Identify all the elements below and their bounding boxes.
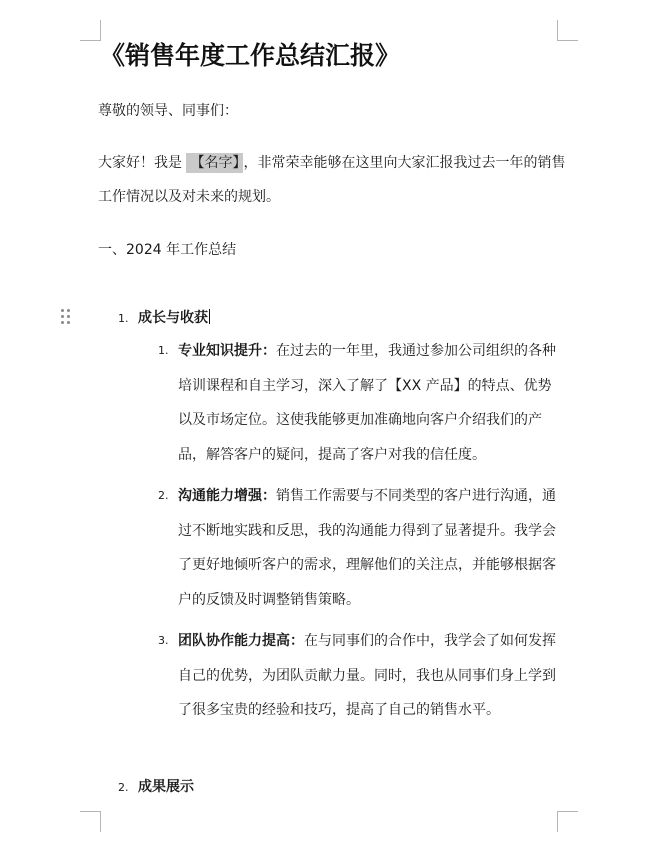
- name-placeholder-field[interactable]: 【名字】: [186, 153, 243, 173]
- section-heading[interactable]: 一、2024 年工作总结: [98, 242, 237, 258]
- list-number: 1.: [118, 312, 129, 325]
- crop-mark-bottom-right: [557, 811, 578, 832]
- crop-mark-top-left: [80, 20, 101, 41]
- list-item-text: 在过去的一年里，我通过参加公司组织的各种培训课程和自主学习，深入了解了【XX 产品】的特点、优势以及市场定位。这使我能够更加准确地向客户介绍我们的产品，解答客户的疑问，提高了客户对我的信任度。: [178, 343, 556, 463]
- list-item-number: 1.: [158, 344, 169, 357]
- list-heading-results[interactable]: [118, 775, 194, 800]
- intro-paragraph[interactable]: [98, 146, 568, 214]
- list-heading-growth[interactable]: [118, 306, 210, 331]
- crop-mark-bottom-left: [80, 811, 101, 832]
- list-item-body: [178, 479, 558, 617]
- list-item[interactable]: [158, 624, 558, 728]
- list-item-label: 沟通能力增强：: [178, 488, 276, 504]
- list-item-label: 团队协作能力提高：: [178, 633, 304, 649]
- list-heading-text: 成长与收获: [138, 310, 208, 326]
- list-item-text: 在与同事们的合作中，我学会了如何发挥自己的优势，为团队贡献力量。同时，我也从同事们身上学到了很多宝贵的经验和技巧，提高了自己的销售水平。: [178, 633, 556, 718]
- crop-mark-top-right: [557, 20, 578, 41]
- list-item-body: [178, 624, 558, 728]
- intro-text-after: ，非常荣幸能够在这里向大家汇报我过去一年的销售工作情况以及对未来的规划。: [98, 155, 566, 205]
- list-heading-text: 成果展示: [138, 779, 194, 795]
- document-title[interactable]: 《销售年度工作总结汇报》: [100, 41, 401, 70]
- text-cursor: [209, 309, 210, 324]
- list-item-number: 2.: [158, 489, 169, 502]
- drag-handle-icon[interactable]: [61, 309, 71, 325]
- list-number: 2.: [118, 781, 129, 794]
- list-item-label: 专业知识提升：: [178, 343, 276, 359]
- intro-text-before: 大家好！我是: [98, 155, 187, 171]
- list-item[interactable]: [158, 479, 558, 617]
- greeting-paragraph[interactable]: 尊敬的领导、同事们：: [98, 103, 238, 119]
- list-item-body: [178, 334, 558, 472]
- list-item[interactable]: [158, 334, 558, 472]
- list-item-number: 3.: [158, 634, 169, 647]
- list-item-text: 销售工作需要与不同类型的客户进行沟通，通过不断地实践和反思，我的沟通能力得到了显著提升。我学会了更好地倾听客户的需求，理解他们的关注点，并能够根据客户的反馈及时调整销售策略。: [178, 488, 556, 608]
